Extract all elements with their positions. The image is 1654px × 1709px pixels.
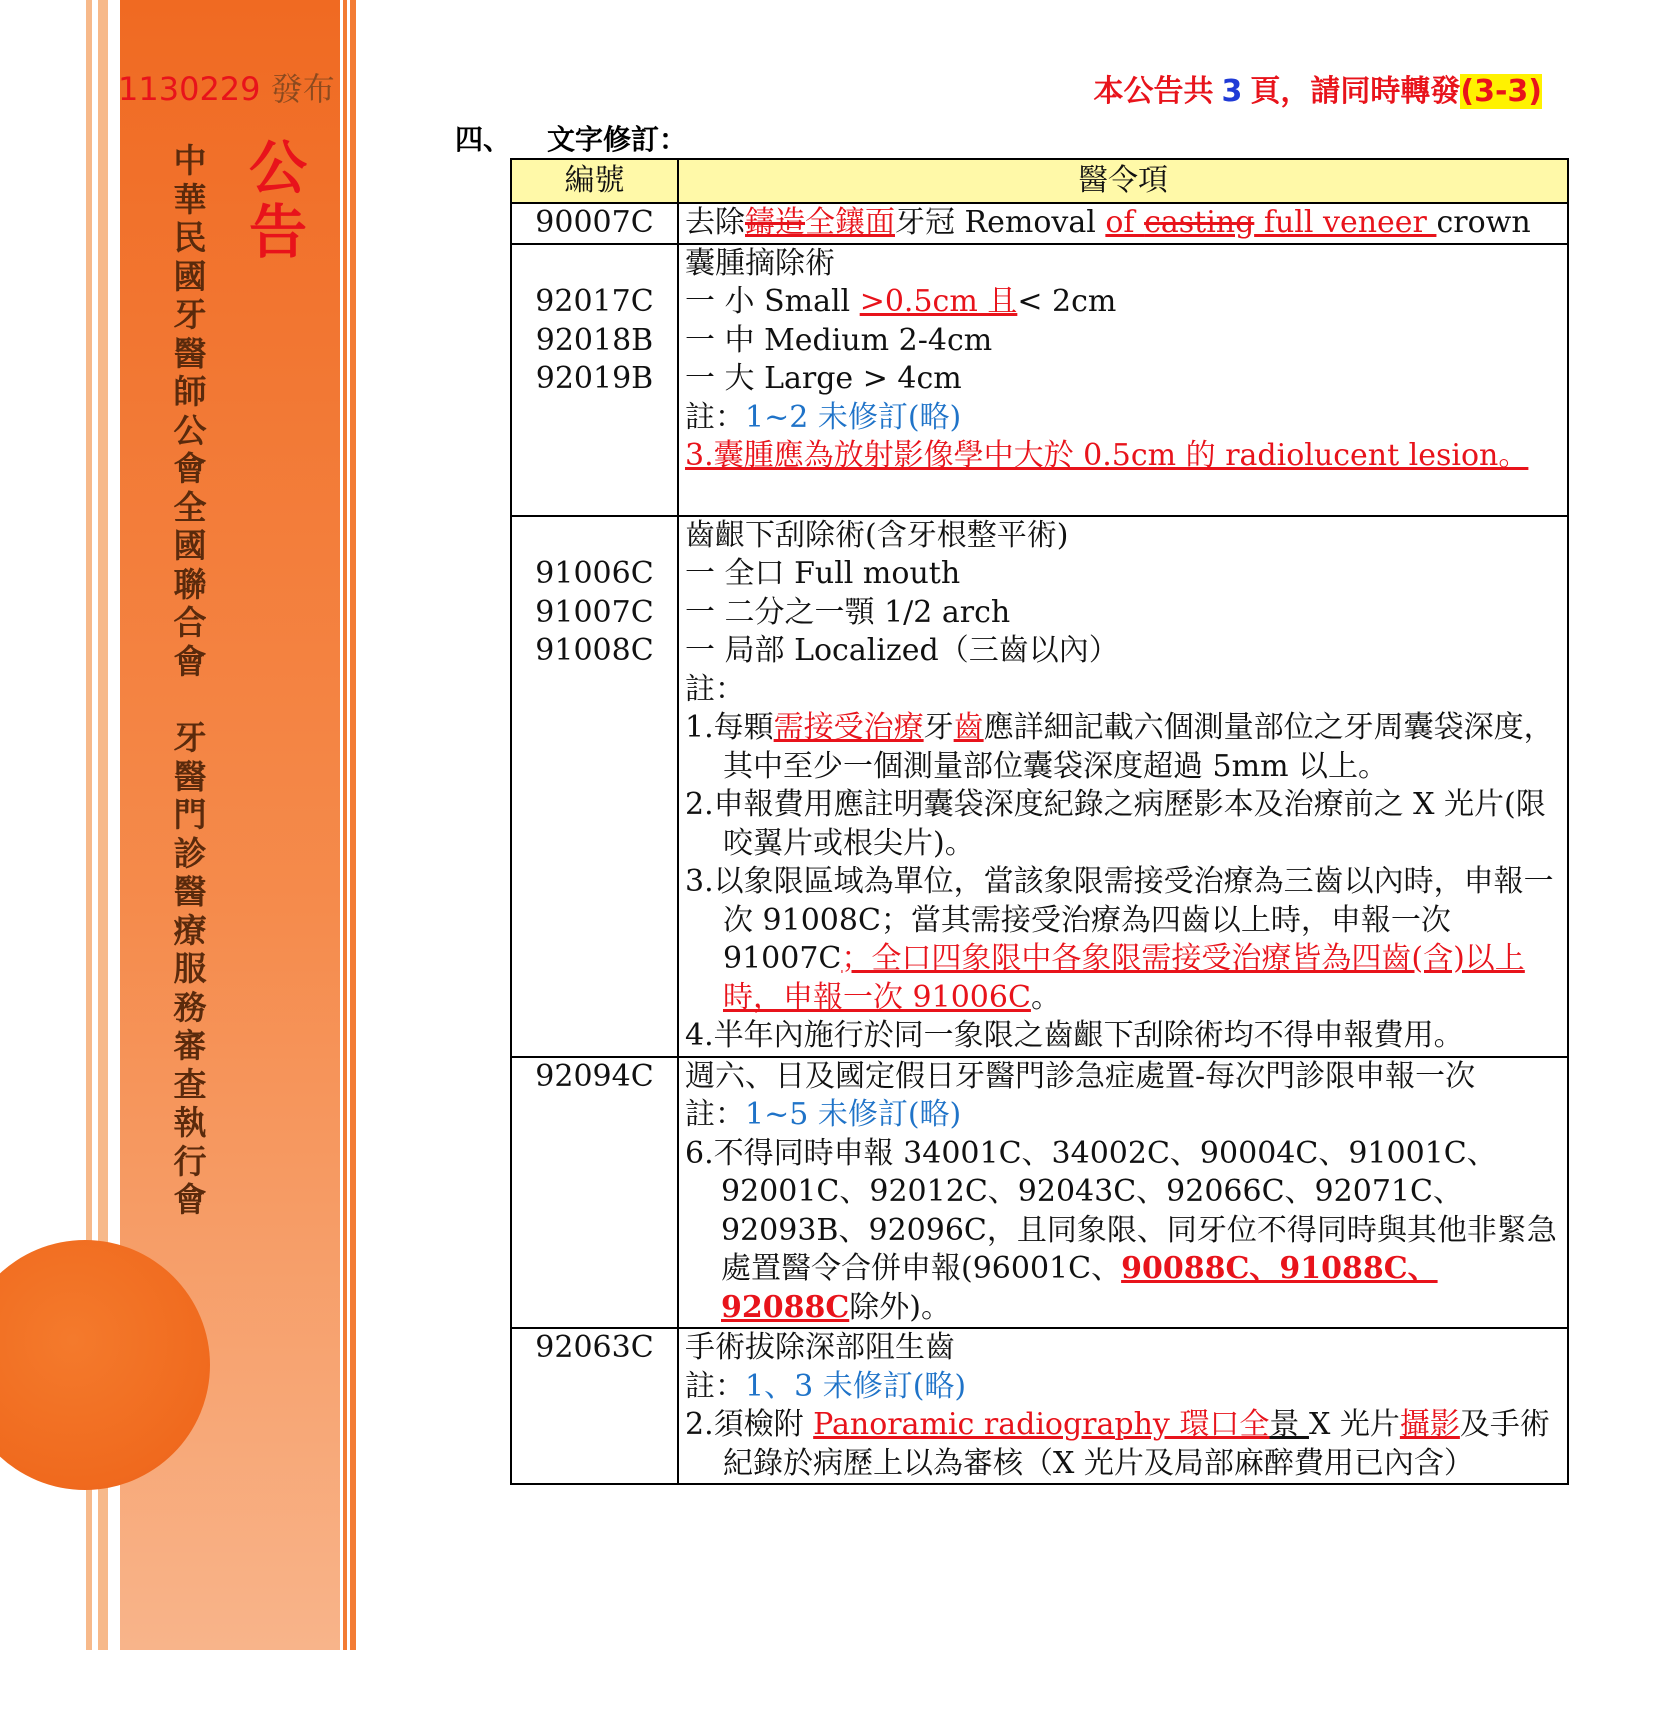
table-row bbox=[511, 516, 1568, 1057]
row-desc: 齒齦下刮除術(含牙根整平術) 一 全口 Full mouth 一 二分之一顎 1/2 arch 一 局部 Localized（三齒以內） 註： 1.每顆需接受治療牙齒應詳細記載六個測量部位之牙周囊袋深度，其中至少一個測量部位囊袋深度超過 5mm 以上。 2.申報費用應註明囊袋深度紀錄之病歷影本及治療前之 X 光片(限咬翼片或根尖片)。 3.以象限區域為單位，當該象限需接受治療為三齒以內時，申報一次 91008C；當其需接受治療為四齒以上時，申報一次 91007C；全口四象限中各象限需接受治療皆為四齒(含)以上時，申報一次 91006C。 4.半年內施行於同一象限之齒齦下刮除術均不得申報費用。 bbox=[678, 516, 1568, 1057]
row-desc: 囊腫摘除術 一 小 Small >0.5cm 且< 2cm 一 中 Medium 2-4cm 一 大 Large > 4cm 註：1~2 未修訂(略) 3.囊腫應為放射影像學中大於 0.5cm 的 radiolucent lesion。 bbox=[678, 244, 1568, 516]
row-desc: 手術拔除深部阻生齒 註：1、3 未修訂(略) 2.須檢附 Panoramic radiography 環口全景 X 光片攝影及手術紀錄於病歷上以為審核（X 光片及局部麻醉費用已內含） bbox=[678, 1328, 1568, 1484]
org-line-2: 牙醫門診醫療服務審查執行會 bbox=[173, 718, 207, 1219]
announcement-label: 公告 bbox=[248, 134, 307, 266]
publish-date: 1130229 發布 bbox=[118, 70, 335, 108]
table-row bbox=[511, 1328, 1568, 1484]
table-header bbox=[511, 159, 1568, 203]
page-info: 本公告共 3 頁，請同時轉發(3-3) bbox=[1093, 74, 1542, 109]
org-line-1: 中華民國牙醫師公會全國聯合會 bbox=[173, 141, 207, 681]
col-code-header: 編號 bbox=[511, 159, 678, 203]
decor-stripe bbox=[350, 0, 356, 1650]
row-code: 90007C bbox=[511, 203, 678, 244]
row-code: 92063C bbox=[511, 1328, 678, 1484]
section-heading: 四、 文字修訂： bbox=[455, 123, 688, 156]
revision-table bbox=[510, 158, 1569, 1485]
decor-stripe bbox=[343, 0, 347, 1650]
table-row bbox=[511, 203, 1568, 244]
row-code: 92017C 92018B 92019B bbox=[511, 244, 678, 516]
table-row bbox=[511, 1057, 1568, 1329]
row-code: 92094C bbox=[511, 1057, 678, 1329]
col-item-header: 醫令項 bbox=[678, 159, 1568, 203]
table-row bbox=[511, 244, 1568, 516]
row-code: 91006C 91007C 91008C bbox=[511, 516, 678, 1057]
row-desc: 去除鑄造全鑲面牙冠 Removal of casting full veneer crown bbox=[678, 203, 1568, 244]
row-desc: 週六、日及國定假日牙醫門診急症處置-每次門診限申報一次 註：1~5 未修訂(略) 6.不得同時申報 34001C、34002C、90004C、91001C、92001C、92012C、92043C、92066C、92071C、92093B、92096C，且同象限、同牙位不得同時與其他非緊急處置醫令合併申報(96001C、90088C、91088C、92088C除外)。 bbox=[678, 1057, 1568, 1329]
organization-name bbox=[170, 142, 210, 1220]
